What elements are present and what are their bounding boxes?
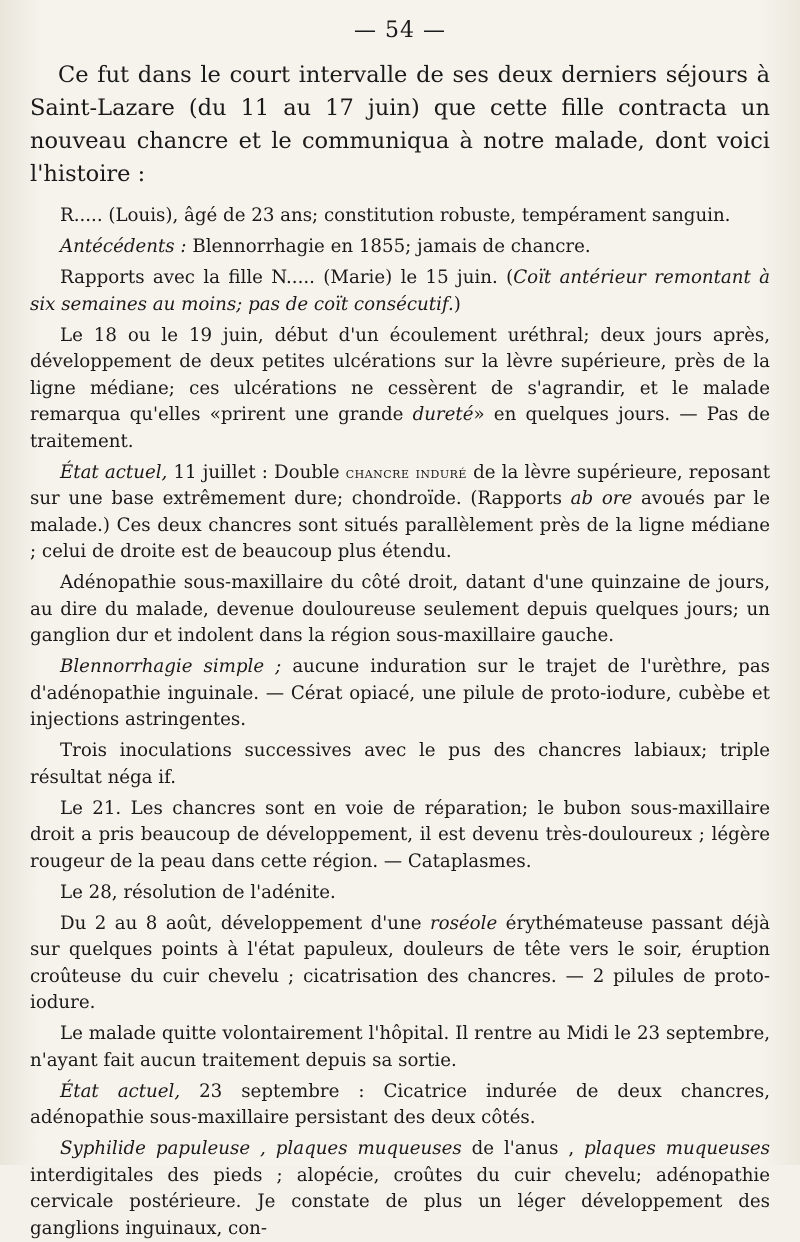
onset-text: Le 18 ou le 19 juin, début d'un écoulement uréthral; deux jours après, développement de deux petites ulcérations sur la lèvre supérieure, près de la ligne médiane; ces ulcérations ne cessèrent de s'agrandir, et le malade remarqua qu'elles «prirent une grande [30, 324, 770, 425]
etat-actuel-juillet [30, 460, 770, 566]
etat-actuel-septembre [30, 1079, 770, 1132]
le-21-paragraph: Le 21. Les chancres sont en voie de réparation; le bubon sous-maxillaire droit a pris beaucoup de développement, il est devenu très-douloureux ; légère rougeur de la peau dans cette région. — Cataplasmes. [30, 797, 770, 872]
blennorrhagie-paragraph [30, 654, 770, 734]
antecedents-label: Antécédents : [60, 236, 187, 257]
syphilide-italic: Syphilide papuleuse , plaques muqueuses [60, 1138, 462, 1159]
aout-text-b: érythémateuse passant déjà sur quelques points à l'état papuleux, douleurs de tête vers le soir, éruption croûteuse du cuir chevelu ; cicatrisation des chancres. — 2 pilules de proto-iodure. [30, 912, 770, 1013]
etat-actuel-label-2: État actuel, [60, 1080, 181, 1102]
patient-identity: R..... (Louis), âgé de 23 ans; constitution robuste, tempérament sanguin. [60, 205, 731, 226]
rapports-paragraph [30, 265, 770, 318]
onset-paragraph [30, 323, 770, 456]
blennorrhagie-label: Blennorrhagie simple ; [60, 656, 282, 677]
adenopathie-paragraph: Adénopathie sous-maxillaire du côté droit, datant d'une quinzaine de jours, au dire du malade, devenue douloureuse seulement depuis quelques jours; un ganglion dur et indolent dans la région sous-maxillaire gauche. [30, 572, 770, 646]
quitte-hopital-paragraph: Le malade quitte volontairement l'hôpital. Il rentre au Midi le 23 septembre, n'ayant fait aucun traitement depuis sa sortie. [30, 1023, 770, 1071]
antecedents-text: Blennorrhagie en 1855; jamais de chancre. [186, 236, 591, 257]
le-28-paragraph: Le 28, résolution de l'adénite. [60, 881, 336, 903]
etat-actuel-text-b: de la lèvre supérieure, reposant sur une base extrêmement dure; chondroïde. (Rapports [30, 461, 771, 509]
chancre-indure-label: chancre induré [345, 462, 467, 482]
page-number: — 54 — [354, 18, 446, 43]
syphilide-text-b: interdigitales des pieds ; alopécie, croûtes du cuir chevelu; adénopathie cervicale postérieure. Je constate de plus un léger développement des ganglions inguinaux, con- [30, 1164, 770, 1239]
etat-actuel-text-a: 11 juillet : Double [167, 461, 346, 483]
case-history [30, 203, 770, 1242]
antecedents-paragraph [30, 234, 770, 261]
etat-actuel-label-1: État actuel, [60, 461, 168, 483]
aout-paragraph [30, 911, 770, 1017]
syphilide-text-a: de l'anus , [461, 1138, 585, 1159]
roseole-italic: roséole [429, 912, 498, 934]
intro-paragraph: Ce fut dans le court intervalle de ses deux derniers séjours à Saint-Lazare (du 11 au 17 juin) que cette fille contracta un nouveau chancre et le communiqua à notre malade, dont voici l'histoire : [30, 62, 770, 187]
aout-text-a: Du 2 au 8 août, développement d'une [60, 912, 430, 934]
onset-end: » en quelques jours. — Pas de traitement. [30, 404, 770, 452]
plaques-italic: plaques muqueuses [584, 1138, 770, 1159]
etat-actuel-sept-text: 23 septembre : Cicatrice indurée de deux chancres, adénopathie sous-maxillaire persistant des deux côtés. [30, 1080, 770, 1128]
rapports-text: Rapports avec la fille N..... (Marie) le 15 juin. ( [60, 267, 514, 288]
syphilide-paragraph [30, 1136, 770, 1242]
etat-actuel-text-c: avoués par le malade.) Ces deux chancres sont situés parallèlement près de la ligne médiane ; celui de droite est de beaucoup plus étendu. [30, 488, 770, 562]
onset-italic: dureté [412, 404, 474, 425]
inoculations-paragraph: Trois inoculations successives avec le pus des chancres labiaux; triple résultat néga if. [30, 740, 770, 788]
rapports-italic: Coït antérieur remontant à six semaines au moins; pas de coït consécutif. [30, 267, 771, 315]
blennorrhagie-text: aucune induration sur le trajet de l'urèthre, pas d'adénopathie inguinale. — Cérat opiacé, une pilule de proto-iodure, cubèbe et injections astringentes. [30, 656, 770, 730]
rapports-end: ) [453, 293, 461, 315]
ab-ore-italic: ab ore [570, 488, 633, 509]
